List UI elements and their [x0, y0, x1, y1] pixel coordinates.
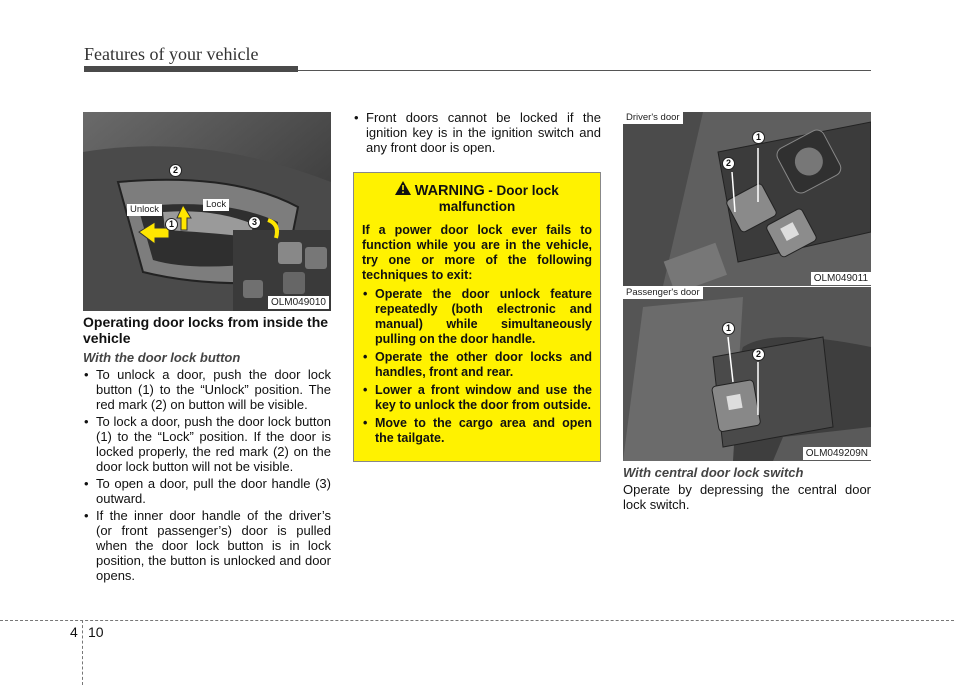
header-rule [298, 70, 871, 71]
lock-label: Lock [203, 199, 229, 211]
arrow-overlay [83, 112, 331, 311]
warning-title: - Door lock malfunction [438, 183, 559, 214]
page-number: 10 [88, 624, 104, 640]
list-item: • Move to the cargo area and open the tailgate. [362, 416, 592, 446]
door-handle-photo [83, 112, 331, 311]
list-item: • Operate the other door locks and handles, front and rear. [362, 350, 592, 380]
header-bar [84, 66, 298, 72]
passengers-door-photo [623, 287, 871, 461]
leader-lines [623, 287, 871, 461]
figure-code: OLM049011 [811, 272, 871, 285]
warning-list [362, 287, 592, 446]
instruction-list [83, 367, 331, 583]
footer-rule [0, 620, 954, 621]
list-item: • To open a door, pull the door handle (3) outward. [83, 476, 331, 506]
left-column [83, 314, 331, 585]
list-item: • Front doors cannot be locked if the ignition key is in the ignition switch and any front door is open. [353, 110, 601, 155]
warning-label: WARNING [414, 183, 485, 199]
unlock-label: Unlock [127, 204, 162, 216]
subheading: With central door lock switch [623, 465, 804, 480]
callout-1: 1 [722, 322, 735, 335]
middle-column [353, 110, 601, 157]
right-column [623, 465, 871, 512]
warning-box [353, 172, 601, 462]
page-header-title: Features of your vehicle [84, 44, 259, 64]
figure-code: OLM049209N [803, 447, 871, 460]
chapter-number: 4 [70, 624, 78, 640]
warning-triangle-icon [395, 184, 414, 198]
warning-header [362, 181, 592, 215]
list-item: • To lock a door, push the door lock button (1) to the “Lock” position. If the door is locked properly, the red mark (2) on the door lock button will not be visible. [83, 414, 331, 474]
section-heading: Operating door locks from inside the vehicle [83, 314, 329, 346]
callout-1: 1 [165, 218, 178, 231]
figure-title: Driver's door [623, 112, 683, 124]
figure-title: Passenger's door [623, 287, 703, 299]
warning-intro: If a power door lock ever fails to function while you are in the vehicle, try one or more of the following techniques to exit: [362, 223, 592, 282]
list-item: • If the inner door handle of the driver’s (or front passenger’s) door is pulled when the door lock button is in lock position, the button is unlocked and door opens. [83, 508, 331, 583]
callout-2: 2 [752, 348, 765, 361]
list-item: • To unlock a door, push the door lock button (1) to the “Unlock” position. The red mark (2) on button will be visible. [83, 367, 331, 412]
drivers-door-photo [623, 112, 871, 286]
callout-1: 1 [752, 131, 765, 144]
paragraph: Operate by depressing the central door lock switch. [623, 482, 871, 512]
callout-3: 3 [248, 216, 261, 229]
list-item: • Operate the door unlock feature repeatedly (both electronic and manual) while simultaneously pulling on the door handle. [362, 287, 592, 347]
list-item: • Lower a front window and use the key to unlock the door from outside. [362, 383, 592, 413]
subheading: With the door lock button [83, 350, 241, 365]
callout-2: 2 [722, 157, 735, 170]
figure-code: OLM049010 [268, 296, 329, 309]
leader-lines [623, 112, 871, 286]
callout-2: 2 [169, 164, 182, 177]
footer-divider [82, 620, 83, 685]
